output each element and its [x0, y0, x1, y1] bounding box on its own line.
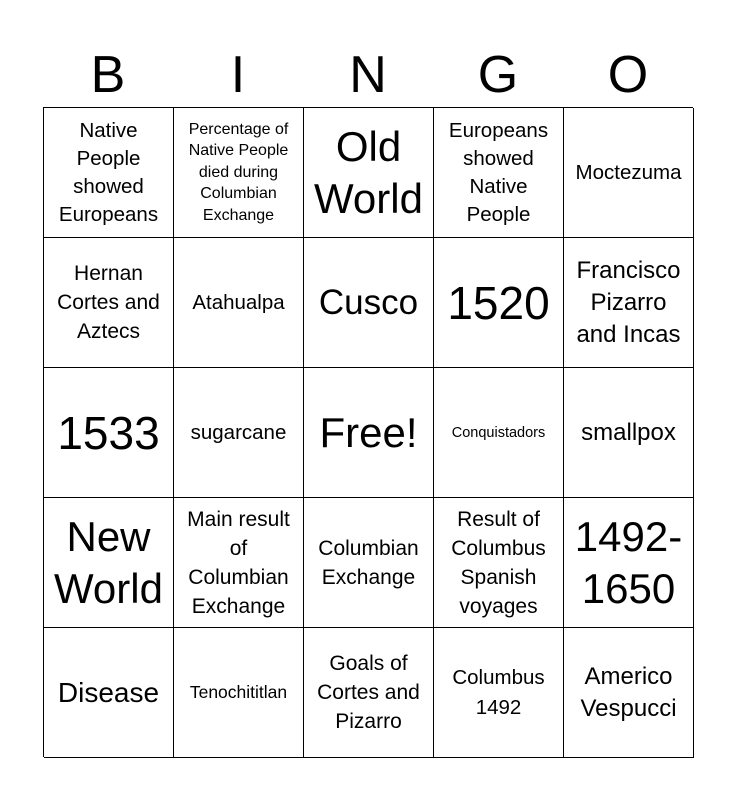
- cell-label: New World: [54, 512, 163, 612]
- bingo-cell-r4c3[interactable]: [304, 498, 434, 628]
- bingo-cell-r4c1[interactable]: [44, 498, 174, 628]
- bingo-cell-r5c5[interactable]: [564, 628, 694, 758]
- bingo-board: [43, 107, 693, 757]
- bingo-cell-r2c4[interactable]: [434, 238, 564, 368]
- header-letter-i: I: [230, 46, 246, 104]
- bingo-cell-r2c5[interactable]: [564, 238, 694, 368]
- cell-label: smallpox: [581, 418, 676, 446]
- header-letter-n: N: [349, 46, 387, 104]
- bingo-cell-r3c1[interactable]: [44, 368, 174, 498]
- bingo-header: [43, 42, 693, 108]
- cell-label: Atahualpa: [192, 290, 285, 314]
- bingo-cell-r5c4[interactable]: [434, 628, 564, 758]
- cell-label: Europeans showed Native People: [448, 118, 549, 226]
- bingo-cell-r1c4[interactable]: [434, 108, 564, 238]
- cell-label: Goals of Cortes and Pizarro: [317, 652, 420, 733]
- cell-label: Conquistadors: [451, 424, 546, 441]
- bingo-cell-r3c5[interactable]: [564, 368, 694, 498]
- bingo-cell-r5c1[interactable]: [44, 628, 174, 758]
- bingo-cell-r5c2[interactable]: [174, 628, 304, 758]
- header-letter-o: O: [607, 46, 649, 104]
- cell-label: Tenochititlan: [189, 682, 288, 702]
- cell-label: Columbus 1492: [452, 665, 545, 719]
- bingo-cell-r3c3[interactable]: [304, 368, 434, 498]
- bingo-cell-r5c3[interactable]: [304, 628, 434, 758]
- bingo-cell-r3c4[interactable]: [434, 368, 564, 498]
- bingo-cell-r4c4[interactable]: [434, 498, 564, 628]
- cell-label: Percentage of Native People died during Columbian Exchange: [188, 120, 289, 224]
- cell-label: Cusco: [318, 282, 419, 322]
- bingo-cell-r4c2[interactable]: [174, 498, 304, 628]
- bingo-cell-r2c1[interactable]: [44, 238, 174, 368]
- cell-label: Old World: [314, 122, 423, 222]
- cell-label: Main result of Columbian Exchange: [187, 507, 290, 618]
- header-letter-b: B: [90, 46, 126, 104]
- cell-label: 1520: [447, 276, 550, 329]
- cell-label: Columbian Exchange: [318, 536, 419, 589]
- bingo-cell-r1c3[interactable]: [304, 108, 434, 238]
- bingo-cell-r1c5[interactable]: [564, 108, 694, 238]
- cell-label: 1492-1650: [574, 512, 683, 612]
- bingo-cell-r2c2[interactable]: [174, 238, 304, 368]
- cell-label: 1533: [57, 406, 160, 459]
- cell-label: sugarcane: [190, 420, 287, 444]
- cell-label: Hernan Cortes and Aztecs: [57, 262, 160, 343]
- cell-label: Francisco Pizarro and Incas: [576, 256, 681, 348]
- cell-label: Disease: [57, 676, 160, 708]
- cell-label: Moctezuma: [575, 160, 682, 184]
- header-letter-g: G: [477, 46, 519, 104]
- bingo-cell-r3c2[interactable]: [174, 368, 304, 498]
- bingo-cell-r4c5[interactable]: [564, 498, 694, 628]
- bingo-cell-r1c2[interactable]: [174, 108, 304, 238]
- cell-label: Native People showed Europeans: [58, 118, 159, 226]
- cell-label: Result of Columbus Spanish voyages: [451, 507, 546, 618]
- cell-label: Americo Vespucci: [580, 662, 677, 722]
- bingo-cell-r2c3[interactable]: [304, 238, 434, 368]
- bingo-cell-r1c1[interactable]: [44, 108, 174, 238]
- cell-label: Free!: [319, 408, 418, 456]
